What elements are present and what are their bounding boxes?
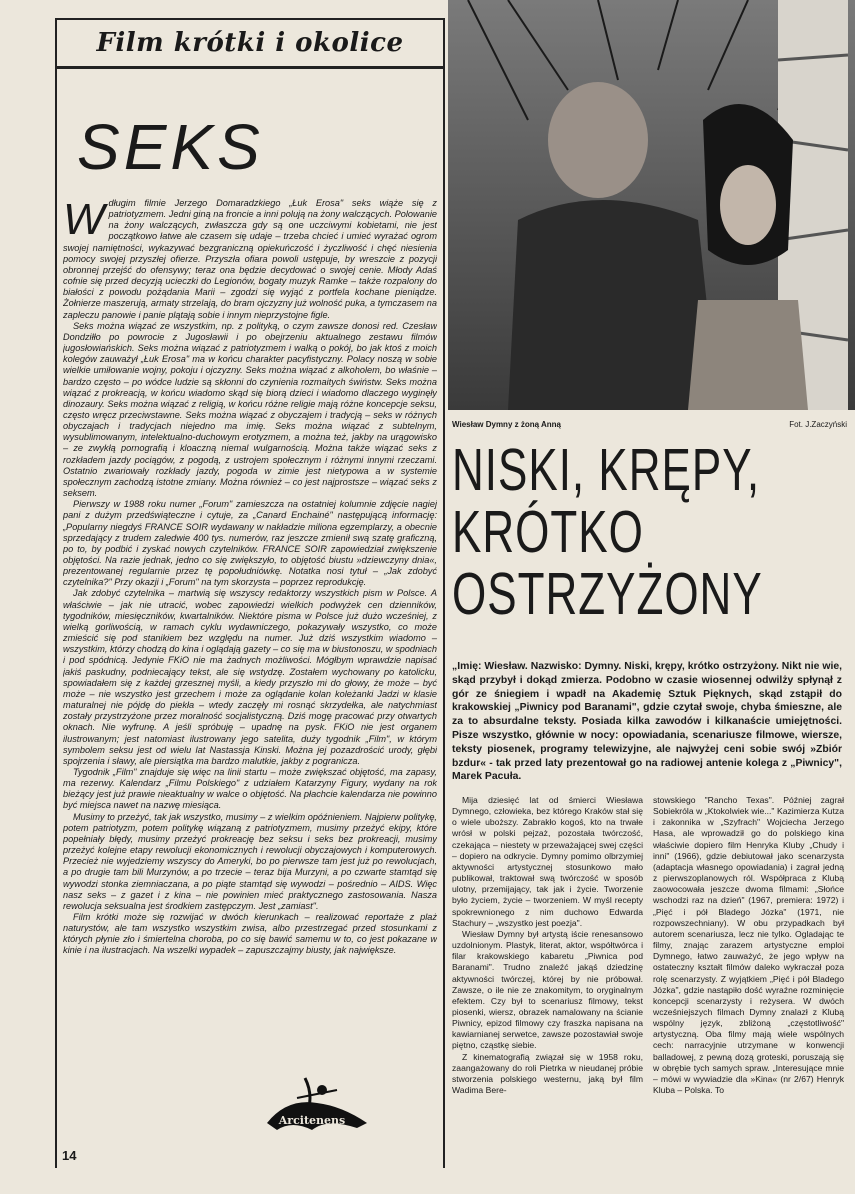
paragraph: Musimy to przeżyć, tak jak wszystko, musimy – z wielkim opóźnieniem. Najpierw politykę, potem patriotyzm, potem politykę wiązaną z patriotyzmem, musimy przeżyć ekipy, które popełniały błędy, musimy przeżyć prokreację bez seksu i seks bez prokreacji, musimy przeżyć kolejne etapy rewolucji ekonomicznych i rewolucji obyczajowych i komputerowych. Przecież nie wyjedziemy wszyscy do Ameryki, bo po pierwsze tam jest już po rewolucjach, a po drugie tam bili Murzynów, a po trzecie – teraz bija Murzyni, a po czwarte stamtąd się wywodzi stonka ziemniaczana, a po piąte stamtąd się wywodzi – pośrednio – AIDS. Więc nasz seks – z gazet i z kina – nie powinien mieć praktycznego zastosowania. Nasza rewolucja seksualna jest środkiem zastępczym. Jest „zamiast". — [63, 811, 437, 911]
drop-cap: W — [63, 198, 105, 244]
paragraph: Pierwszy w 1988 roku numer „Forum" zamieszcza na ostatniej kolumnie zdjęcie nagiej pani z dużym przedświąteczne i cytuje, za „Canard Enchainé" następującą informację: „Popularny niegdyś FRANCE SOIR wydawany w nakładzie miliona egzemplarzy, a obecnie sprzedający z trudem zaledwie 400 tys. numerów, raz jeszcze zmienił swą szatę graficzną, po to, by podbić i zyskać nowych czytelników. FRANCE SOIR zapowiedział zwiększenie objętości. Na razie jednak, jedno co się zwiększyło, to objętość biustu »dziewczyny dnia«, prezentowanej regularnie przez tę popołudniówkę. Notatka nosi tytuł – „Jak zdobyć czytelnika?" Przy okazji i „Forum" na tym skorzysta – poprzez reprodukcję. — [63, 499, 437, 588]
article-lead: „Imię: Wiesław. Nazwisko: Dymny. Niski, krępy, krótko ostrzyżony. Nikt nie wie, skąd przybył i dokąd zmierza. Podobno w czasie wiosennej odwilży spłynął z gór ze śniegiem i wpadł na Akademię Sztuk Pięknych, skąd zstąpił do krakowskiej „Piwnicy pod Baranami", gdzie czytał swoje, chyba śmieszne, ale za to absurdalne teksty. Posiada kilka zawodów i kilkanaście umiejętności. Pisze wszystko, głównie w nocy: opowiadania, scenariusze filmowe, wiersze, teksty piosenek, programy telewizyjne, ale najwyżej ceni sobie swój »Zbiór bzdur« - tak przed laty prezentował go na radiowej antenie kolega z „Piwnicy", Marek Pacuła. — [452, 661, 842, 783]
paragraph: Mija dziesięć lat od śmierci Wiesława Dymnego, człowieka, bez którego Kraków stał się o wiele uboższy. Zabrakło kogoś, kto na trwałe wrósł w polski pejzaż, pozostała twórczość, czekająca – niestety w przeważającej swej części – dopiero na odkrycie. Dymny pomimo olbrzymiej aktywności artystycznej stosunkowo mało publikował, traktował swą twórczość w sposób ulotny, przemijający, tak jak i życie. Tworzenie było życiem, życie – tworzeniem. W myśl recepty spokrewnionego z nim duchowo Edwarda Stachury – „wszystko jest poezja". — [452, 795, 643, 928]
headline-line: KRÓTKO — [452, 499, 644, 566]
page-number: 14 — [62, 1148, 77, 1163]
paragraph: stowskiego "Rancho Texas". Później zagrał Sobiekróla w „Ktokolwiek wie..." Kazimierza Kutza i zakonnika w „Szyfrach" Wojciecha Jerzego Hasa, ale wprowadził go do polskiego kina właściwie dopiero film Henryka Kluby „Chudy i inni" (1966), gdzie debiutował jako scenarzysta (adaptacja własnego opowiadania) i zagrał jedną z pierwszoplanowych ról. Współpraca z Klubą zaowocowała jeszcze dwoma filmami: „Słońce wschodzi raz na dzień" (1967, premiera: 1972) i „Pięć i pół Bladego Józka" (1971, nie rozpowszechniany). W obu przypadkach był autorem scenariusza, lecz nie tylko. Ogladając te filmy, znając zarazem artystyczne emploi Dymnego, łatwo zauważyć, że jego wpływ na ostateczny kształt filmów daleko wykraczał poza rolę scenarzysty. Z wyjątkiem „Pięć i pół Bladego Józka", gdzie nastąpiło dość wyraźne rozminięcie koncepcji scenarzysty i reżysera. W dwóch wcześniejszych filmach Dymny znalazł z Klubą wspólny język, zbliżoną „częstotliwość" artystyczną. Oba filmy mają wiele wspólnych cech: narracyjnie utrzymane w konwencji balladowej, z pewną dozą groteski, poruszają się w obrębie tych samych spraw. „Interesujące mnie – mówi w wywiadzie dla »Kina« (nr 2/67) Henryk Kluba – Polska. To — [653, 795, 844, 1096]
text-column-2 — [653, 795, 844, 1167]
text-column-1 — [452, 795, 643, 1167]
left-column — [55, 18, 445, 1168]
section-header — [57, 18, 443, 69]
paragraph: Wiesław Dymny był artystą iście renesansowo uzdolnionym. Plastyk, literat, aktor, współtwórca i filar krakowskiego kabaretu „Piwnica pod Baranami". Trudno znaleźć jakąś dziedzinę aktywności twórczej, której by nie próbował. Zawsze, o ile nie ze znakomitym, to oryginalnym efektem. Czy był to scenariusz filmowy, tekst piosenki, wiersz, obrazek namalowany na ścianie Piwnicy, epizod filmowy czy fraszka napisana na kawiarnianej serwetce, zawsze pozostawiał swoje piętno, cząstkę siebie. — [452, 928, 643, 1051]
arcitenens-logo — [257, 1068, 377, 1138]
photo-caption-text: Wiesław Dymny z żoną Anną — [452, 420, 561, 429]
photo-credit: Fot. J.Zaczyński — [789, 420, 847, 429]
section-title: Film krótki i okolice — [96, 28, 404, 58]
article-body-seks — [63, 198, 437, 1068]
paragraph: Film krótki może się rozwijać w dwóch kierunkach – realizować reportaże z plaż naturystów, ale tam wszystko wszystkim zwisa, albo przestrzegać przed stosunkami z których płynie zło i śmiertelna choroba, po co się bawić samemu w to, co jest pokazane w kinie i na ilustracjach. Na wszelki wypadek – zapuszczajmy biusty, jak największe. — [63, 912, 437, 956]
headline-line: OSTRZYŻONY — [452, 561, 763, 628]
paragraph: Z kinematografią związał się w 1958 roku, zaangażowany do roli Pietrka w nieudanej próbie stworzenia polskiego westernu, jaką był film Wadima Bere- — [452, 1051, 643, 1096]
photo-couple — [448, 0, 855, 410]
article-headline-dymny — [452, 437, 852, 628]
photo-image — [448, 0, 855, 410]
headline-line: NISKI, KRĘPY, — [452, 437, 761, 504]
article-headline-seks: SEKS — [77, 111, 264, 183]
photo-caption — [452, 420, 847, 434]
paragraph: Seks można wiązać ze wszystkim, np. z polityką, o czym zawsze donosi red. Czesław Dondziłło po powrocie z Jugosławii i po obejrzeniu aktualnego zestawu filmów jugosłowiańskich. Seks można wiązać z patriotyzmem i walką o pokój, bo jak ktoś z moich kolegów zauważył „Łuk Erosa" ma w końcu charakter pacyfistyczny. Polacy noszą w sobie wielkie umiłowanie wojny, pokoju i ojczyzny. Seks można wiązać z alkoholem, bo właśnie – bardzo często – po wódce ludzie są skłonni do czynienia rozmaitych świństw. Seks można wiązać z prokreacją, w końcu wiadomo skąd się biorą dzieci i wiadomo dlaczego wyginęły dinozaury. Seks można wiązać z religią, w końcu różne religie mają różne koncepcje seksu, często wręcz przeciwstawne. Seks można wiązać z obyczajem i tradycją – seks w różnych obyczajach i tradycjach niejedno ma imię. Seks można wiązać z subtelnym, wysublimowanym, intelektualno-duchowym erotyzmem, a można też, jakby na urągowisko – ze zwykłą pornografią i kloaczną niemal wulgarnością. Można także wiązać seks z rozkładem jazdy pociągów, z pogodą, z ustrojem społecznym i różnymi innymi rzeczami. Ostatnio zwariowały rozkłady jazdy, pogoda w zimie jest nietypowa a w systemie społecznym zachodzą istotne zmiany. Można również – co jest najprostsze – wiązać seks z seksem. — [63, 320, 437, 499]
svg-text:Arcitenens: Arcitenens — [278, 1114, 346, 1127]
article-body-dymny — [452, 795, 844, 1167]
paragraph: Tygodnik „Film" znajduje się więc na linii startu – może zwiększać objętość, ma zapasy, ma rezerwy. Kalendarz „Filmu Polskiego" z udziałem Katarzyny Figury, wydany na rok bieżący jest już prawie nieaktualny w walce o objętość. Na płachcie kalendarza nie powinno być miejsca nawet na nazwę miesiąca. — [63, 766, 437, 811]
paragraph: długim filmie Jerzego Domaradzkiego „Łuk Erosa" seks wiąże się z patriotyzmem. Jedni giną na froncie a inni polują na żony walczących. Polowanie na żony walczących, zwłaszcza gdy są one uczciwymi kobietami, nie jest początkowo łatwe ale czasem się udaje – trzeba chcieć i umieć wyrażać ogrom swojej namiętności, wykazywać bezgraniczną opiekuńczość i życzliwość i chęć niesienia pomocy swojej przyszłej ofierze. Przyszła ofiara powoli ustępuje, by wreszcie z pozycji obronnej przejść do ofensywy; teraz ona będzie decydować o swojej cenie. Młody Adaś cofnie się przed decyzją ucieczki do Legionów, bogaty muzyk Ramke – także rozpalony do białości z powodu pożądania Marii – zgodzi się wyjąć z portfela kochane pieniądze. Żołnierze maszerują, armaty strzelają, do bram ojczyzny już wolność puka, a tymczasem na zapleczu panowie i panie plątają sobie i innym nieprzystojne figle. — [63, 198, 437, 320]
paragraph: Jak zdobyć czytelnika – martwią się wszyscy redaktorzy wszystkich pism w Polsce. A właściwie – jak nie utracić, wobec zapowiedzi wielkich podwyżek cen dzienników, tygodników, miesięczników, kwartalników. Niektóre pisma w Polsce już dużo wcześniej, z wielką gorliwością, w ramach cyklu wydawniczego, pokazywały wszystko, co może zmieścić się pod stanikiem bez względu na numer. Już dziś wszystkim wiadomo – wszystkim, którzy chodzą do kina i oglądają gazety – co się ma w biustonoszu, w spodniach i pod spódnicą. Jedynie FKiO nie ma żadnych możliwości. Mógłbym wprawdzie napisać jakiś paskudny, podniecający tekst, ale się wstydzę. Zostałem wychowany po katolicku, spowiadałem się z każdej grzesznej myśli, a kiedy przyszło mi do głowy, że może – być może – nie wszystko jest grzechem i może za oglądanie kolan koleżanki Jadzi w klasie maturalnej nie pójdę do piekła – wtedy zaczęły mi rosnąć skrzydełka, ale natychmiast zostały przystrzyżone przez moralność socjalistyczną. Dziś mogę pracować przy otwartych oknach. Nie wyfrunę. A jeśli spróbuję – upadnę na pysk. FKiO nie jest organem ilustrowanym; jest natomiast ilustrowany jego satelita, duży tygodnik „Film", w którym symbolem seksu jest od wielu lat Nastassja Kinski. Można jej pozazdrościć urody, głębi spojrzenia i sławy, ale piersiątka ma bardzo malutkie, jakby z pogranicza. — [63, 588, 437, 766]
